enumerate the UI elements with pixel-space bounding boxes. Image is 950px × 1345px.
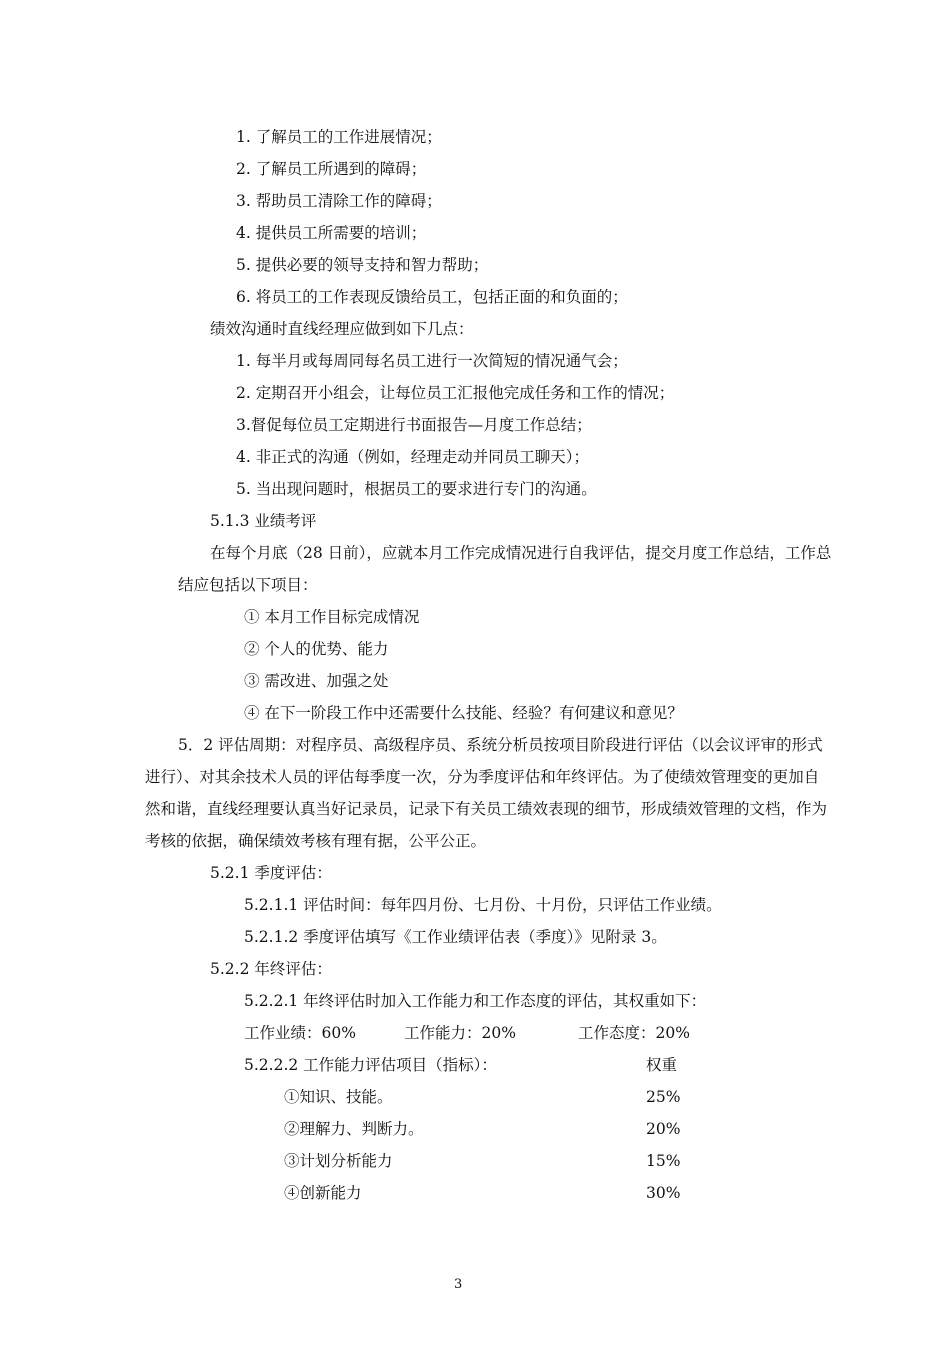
section-5-2-1-2: 5.2.1.2 季度评估填写《工作业绩评估表（季度）》见附录 3。 bbox=[244, 928, 667, 946]
weight-performance: 工作业绩：60% bbox=[244, 1024, 356, 1042]
section-5-2-2-heading: 5.2.2 年终评估： bbox=[210, 960, 332, 978]
weight-attitude: 工作态度：20% bbox=[578, 1024, 690, 1042]
list1-item-2: 2. 了解员工所遇到的障碍； bbox=[236, 160, 427, 178]
section-5-2-2-2: 5.2.2.2 工作能力评估项目（指标）： bbox=[244, 1056, 497, 1074]
section-5-1-3-heading: 5.1.3 业绩考评 bbox=[210, 512, 317, 530]
list1-item-6: 6. 将员工的工作表现反馈给员工，包括正面的和负面的； bbox=[236, 288, 628, 306]
section-5-2-line-1: 5．2 评估周期：对程序员、高级程序员、系统分析员按项目阶段进行评估（以会议评审的形式 bbox=[178, 736, 823, 754]
list2-item-4: 4. 非正式的沟通（例如，经理走动并同员工聊天）； bbox=[236, 448, 589, 466]
summary-item-3: ③ 需改进、加强之处 bbox=[244, 672, 389, 690]
ability-item-weight: 15% bbox=[646, 1152, 681, 1170]
summary-item-4: ④ 在下一阶段工作中还需要什么技能、经验？有何建议和意见？ bbox=[244, 704, 683, 722]
ability-item-weight: 20% bbox=[646, 1120, 681, 1138]
section-5-1-3-paragraph-line-1: 在每个月底（28 日前），应就本月工作完成情况进行自我评估，提交月度工作总结，工作总 bbox=[210, 544, 832, 562]
list1-item-4: 4. 提供员工所需要的培训； bbox=[236, 224, 427, 242]
list2-item-1: 1. 每半月或每周同每名员工进行一次简短的情况通气会； bbox=[236, 352, 628, 370]
section-5-2-1-heading: 5.2.1 季度评估： bbox=[210, 864, 332, 882]
list2-intro: 绩效沟通时直线经理应做到如下几点： bbox=[210, 320, 474, 338]
ability-item-name: ②理解力、判断力。 bbox=[284, 1120, 424, 1138]
ability-item-weight: 25% bbox=[646, 1088, 681, 1106]
weight-column-header: 权重 bbox=[646, 1056, 678, 1074]
page-number: 3 bbox=[454, 1277, 463, 1292]
ability-item-name: ④创新能力 bbox=[284, 1184, 362, 1202]
list2-item-2: 2. 定期召开小组会，让每位员工汇报他完成任务和工作的情况； bbox=[236, 384, 675, 402]
ability-item-name: ①知识、技能。 bbox=[284, 1088, 393, 1106]
list1-item-1: 1. 了解员工的工作进展情况； bbox=[236, 128, 442, 146]
ability-item-name: ③计划分析能力 bbox=[284, 1152, 393, 1170]
list1-item-5: 5. 提供必要的领导支持和智力帮助； bbox=[236, 256, 489, 274]
section-5-2-2-1: 5.2.2.1 年终评估时加入工作能力和工作态度的评估，其权重如下： bbox=[244, 992, 707, 1010]
section-5-2-line-4: 考核的依据，确保绩效考核有理有据，公平公正。 bbox=[145, 832, 487, 850]
summary-item-1: ① 本月工作目标完成情况 bbox=[244, 608, 420, 626]
section-5-2-line-3: 然和谐，直线经理要认真当好记录员，记录下有关员工绩效表现的细节，形成绩效管理的文档，作为 bbox=[145, 800, 828, 818]
list2-item-3: 3.督促每位员工定期进行书面报告—月度工作总结； bbox=[236, 416, 592, 434]
summary-item-2: ② 个人的优势、能力 bbox=[244, 640, 389, 658]
section-5-2-line-2: 进行）、对其余技术人员的评估每季度一次，分为季度评估和年终评估。为了使绩效管理变的更加自 bbox=[145, 768, 820, 786]
list1-item-3: 3. 帮助员工清除工作的障碍； bbox=[236, 192, 442, 210]
ability-item-weight: 30% bbox=[646, 1184, 681, 1202]
weight-ability: 工作能力：20% bbox=[404, 1024, 516, 1042]
list2-item-5: 5. 当出现问题时，根据员工的要求进行专门的沟通。 bbox=[236, 480, 597, 498]
section-5-2-1-1: 5.2.1.1 评估时间：每年四月份、七月份、十月份，只评估工作业绩。 bbox=[244, 896, 722, 914]
section-5-1-3-paragraph-line-2: 结应包括以下项目： bbox=[178, 576, 318, 594]
